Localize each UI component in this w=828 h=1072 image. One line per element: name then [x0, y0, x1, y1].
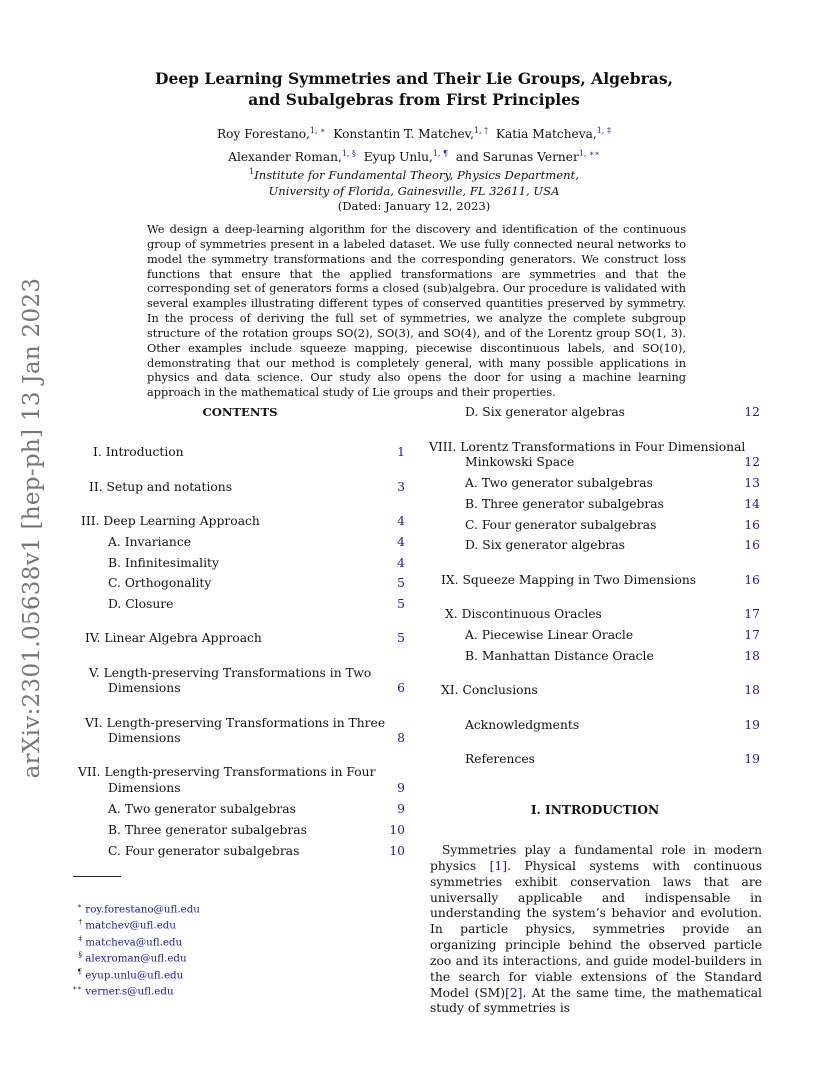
abstract: We design a deep-learning algorithm for the discovery and identification of the continuous group of symmetries present in a labeled dataset. We use fully connected neural networks to model the symmetry transformations and the corresponding generators. We construct loss functions that ensure that the applied transformations are symmetries and that the corresponding set of generators forms a closed (sub)algebra. Our procedure is validated with several examples illustrating different types of conserved quantities preserved by symmetry. In the process of deriving the full set of symmetries, we analyze the complete subgroup structure of the rotation groups SO(2), SO(3), and SO(4), and of the Lorentz group SO(1, 3). Other examples include squeeze mapping, piecewise discontinuous labels, and SO(10), demonstrating that our method is completely general, with many possible applications in physics and data science. Our study also opens the door for using a machine learning approach in the mathematical study of Lie groups and their properties. [147, 223, 686, 400]
date-line: (Dated: January 12, 2023) [337, 199, 491, 213]
author-name: Roy Forestano, [217, 127, 310, 142]
toc-page-number[interactable]: 10 [389, 844, 405, 858]
toc-entry[interactable]: D. Closure [108, 597, 174, 611]
affiliation-line-1: $^1$Institute for Fundamental Theory, Physics Department, [249, 167, 579, 182]
footnote-rule [73, 876, 121, 877]
email-link[interactable]: matcheva@ufl.edu [85, 936, 183, 949]
footnote-email: † matchev@ufl.edu [78, 918, 177, 932]
footnotes [68, 900, 268, 999]
author-mark[interactable]: 1, § [341, 149, 357, 159]
footnote-email: ‡ matcheva@ufl.edu [78, 934, 183, 949]
toc-page-number[interactable]: 10 [389, 823, 405, 837]
toc-page-number[interactable]: 14 [744, 497, 760, 511]
toc-page-number[interactable]: 1 [397, 445, 405, 459]
toc-entry[interactable]: C. Orthogonality [108, 576, 212, 590]
toc-page-number[interactable]: 18 [744, 649, 760, 663]
toc-page-number[interactable]: 9 [397, 781, 405, 795]
section-heading-introduction: I. INTRODUCTION [530, 803, 660, 817]
author-mark[interactable]: 1, † [473, 126, 489, 135]
introduction-paragraph: Symmetries play a fundamental role in modern physics [1]. Physical systems with continuous symmetries exhibit conservation laws that are universally applicable and indispensable in understanding the system’s behavior and evolution. In particle physics, symmetries provide an organizing principle behind the observed particle zoo and its interactions, and guide model-builders in the search for viable extensions of the Standard Model (SM)[2]. At the same time, the mathematical study of symmetries is [430, 843, 763, 1016]
toc-page-number[interactable]: 4 [397, 556, 405, 570]
toc-entry[interactable]: X. Discontinuous Oracles [445, 607, 602, 621]
author-name: and Sarunas Verner [455, 150, 579, 165]
toc-page-number[interactable]: 16 [744, 518, 760, 532]
toc-entry[interactable]: C. Four generator subalgebras [108, 844, 300, 858]
toc-page-number[interactable]: 12 [744, 455, 760, 469]
toc-entry[interactable]: D. Six generator algebras [465, 405, 625, 419]
toc-entry[interactable]: VIII. Lorentz Transformations in Four Dimensional [429, 440, 746, 454]
toc-page-number[interactable]: 5 [397, 576, 405, 590]
toc-entry-continuation[interactable]: Dimensions [108, 681, 181, 695]
citation-link[interactable]: [2] [505, 985, 523, 1000]
toc-page-number[interactable]: 19 [744, 718, 760, 732]
toc-entry[interactable]: V. Length-preserving Transformations in Two [89, 666, 372, 680]
footnote-email: ¶ eyup.unlu@ufl.edu [77, 967, 184, 982]
footnote-email: ∗∗ verner.s@ufl.edu [72, 984, 174, 998]
toc-entry-continuation[interactable]: Minkowski Space [465, 455, 575, 469]
toc-page-number[interactable]: 9 [397, 802, 405, 816]
title-line-2: and Subalgebras from First Principles [248, 90, 580, 109]
toc-page-number[interactable]: 16 [744, 538, 760, 552]
toc-page-number[interactable]: 12 [744, 405, 760, 419]
toc-page-number[interactable]: 16 [744, 573, 760, 587]
author-mark[interactable]: 1, ‡ [596, 126, 611, 135]
toc-page-number[interactable]: 6 [397, 681, 405, 695]
toc-page-number[interactable]: 17 [744, 607, 760, 621]
toc-entry[interactable]: VI. Length-preserving Transformations in Three [85, 716, 386, 730]
email-link[interactable]: roy.forestano@ufl.edu [85, 903, 200, 916]
toc-entry[interactable]: I. Introduction [93, 445, 184, 459]
toc-entry[interactable]: VII. Length-preserving Transformations in Four [78, 765, 376, 779]
footnote-email: ∗ roy.forestano@ufl.edu [77, 902, 200, 916]
citation-link[interactable]: [1] [489, 858, 508, 873]
toc-entry-continuation[interactable]: Dimensions [108, 781, 181, 795]
toc-page-number[interactable]: 19 [744, 752, 760, 766]
toc-entry[interactable]: A. Two generator subalgebras [108, 802, 296, 816]
author-mark[interactable]: 1, ∗ [309, 126, 326, 135]
toc-page-number[interactable]: 3 [397, 480, 405, 494]
toc-entry[interactable]: B. Three generator subalgebras [108, 823, 307, 837]
arxiv-identifier: arXiv:2301.05638v1 [hep-ph] 13 Jan 2023 [19, 277, 45, 779]
toc-page-number[interactable]: 5 [397, 597, 405, 611]
toc-entry[interactable]: A. Piecewise Linear Oracle [465, 628, 634, 642]
toc-page-number[interactable]: 5 [397, 631, 405, 645]
author-name: Eyup Unlu, [363, 150, 433, 165]
toc-entry[interactable]: XI. Conclusions [441, 683, 538, 697]
footnote-email: § alexroman@ufl.edu [78, 951, 187, 965]
toc-entry[interactable]: C. Four generator subalgebras [465, 518, 657, 532]
toc-entry[interactable]: III. Deep Learning Approach [81, 514, 260, 528]
affiliation-line-2: University of Florida, Gainesville, FL 32611, USA [268, 183, 560, 198]
contents-heading: CONTENTS [202, 405, 278, 419]
toc-page-number[interactable]: 13 [744, 476, 760, 490]
toc-page-number[interactable]: 8 [397, 731, 405, 745]
email-link[interactable]: verner.s@ufl.edu [85, 985, 174, 998]
author-name: Katia Matcheva, [495, 127, 597, 142]
email-link[interactable]: matchev@ufl.edu [85, 919, 177, 932]
toc-entry[interactable]: IX. Squeeze Mapping in Two Dimensions [441, 573, 697, 587]
toc-entry[interactable]: IV. Linear Algebra Approach [85, 631, 262, 645]
email-link[interactable]: eyup.unlu@ufl.edu [85, 969, 184, 982]
toc-entry[interactable]: B. Three generator subalgebras [465, 497, 664, 511]
toc-entry[interactable]: A. Two generator subalgebras [465, 476, 653, 490]
toc-entry[interactable]: A. Invariance [108, 535, 192, 549]
toc-page-number[interactable]: 4 [397, 514, 405, 528]
toc-entry[interactable]: References [465, 752, 535, 766]
title-line-1: Deep Learning Symmetries and Their Lie Groups, Algebras, [155, 69, 673, 88]
toc-page-number[interactable]: 18 [744, 683, 760, 697]
author-mark[interactable]: 1, ¶ [432, 149, 449, 159]
toc-entry[interactable]: D. Six generator algebras [465, 538, 625, 552]
toc-page-number[interactable]: 4 [397, 535, 405, 549]
toc-entry[interactable]: B. Infinitesimality [108, 556, 219, 570]
author-mark[interactable]: 1, ∗∗ [578, 149, 600, 159]
toc-page-number[interactable]: 17 [744, 628, 760, 642]
toc-entry[interactable]: II. Setup and notations [89, 480, 233, 494]
toc-entry[interactable]: Acknowledgments [465, 718, 580, 732]
author-name: Konstantin T. Matchev, [333, 127, 474, 142]
toc-entry[interactable]: B. Manhattan Distance Oracle [465, 649, 654, 663]
author-name: Alexander Roman, [228, 150, 342, 165]
toc-entry-continuation[interactable]: Dimensions [108, 731, 181, 745]
affiliation-mark: 1 [249, 167, 255, 176]
email-link[interactable]: alexroman@ufl.edu [85, 952, 187, 965]
